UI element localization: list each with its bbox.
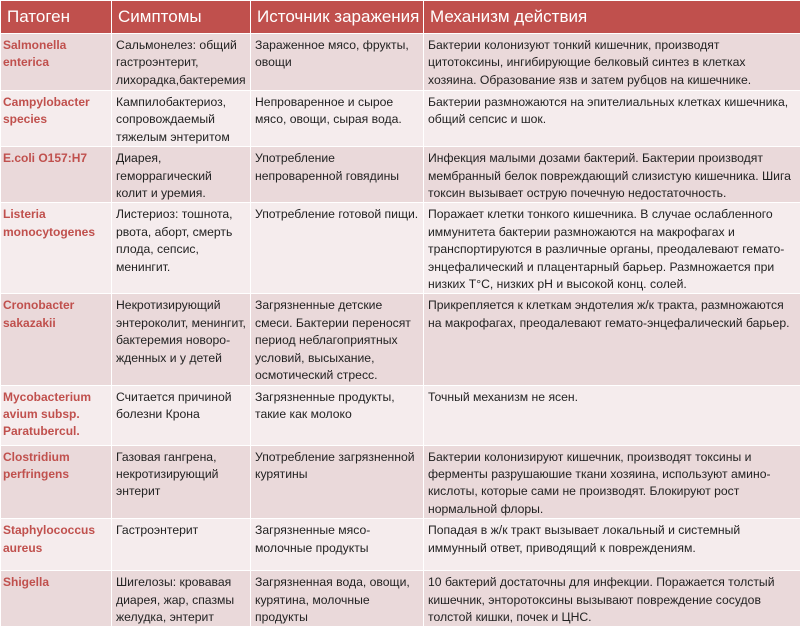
- table-row: [1, 519, 800, 571]
- pathogen-cell: E.coli O157:H7: [1, 147, 112, 203]
- pathogen-cell: Campylobacter species: [1, 91, 112, 147]
- mechanism-cell: Прикрепляется к клеткам эндотелия ж/к тракта, размножаются на макрофагах, преодалевают гемато-энцефалический барьер.: [424, 294, 800, 385]
- symptoms-cell: Сальмонелез: общий гастроэнтерит, лихорадка,бактеремия: [112, 34, 251, 91]
- header-symptoms: Симптомы: [112, 1, 251, 34]
- pathogen-cell: Salmonella enterica: [1, 34, 112, 91]
- mechanism-cell: Бактерии колонизируют кишечник, производят токсины и ферменты разрушаюшие ткани хозяина, используют амино-кислоты, которые сами не производят. Блокируют рост нормальной флоры.: [424, 445, 800, 519]
- symptoms-cell: Гастроэнтерит: [112, 519, 251, 571]
- symptoms-cell: Некротизирующий энтероколит, менингит, бактеремия новоро-жденных и у детей: [112, 294, 251, 385]
- source-cell: Загрязненная вода, овощи, курятина, молочные продукты: [251, 571, 424, 627]
- header-source: Источник заражения: [251, 1, 424, 34]
- source-cell: Употребление загрязненной курятины: [251, 445, 424, 519]
- source-cell: Употребление готовой пищи.: [251, 203, 424, 294]
- mechanism-cell: Бактерии размножаются на эпителиальных клетках кишечника, общий сепсис и шок.: [424, 91, 800, 147]
- header-pathogen: Патоген: [1, 1, 112, 34]
- table-row: [1, 147, 800, 203]
- source-cell: Загрязненные мясо-молочные продукты: [251, 519, 424, 571]
- mechanism-cell: Попадая в ж/к тракт вызывает локальный и системный иммунный ответ, приводящий к повреждениям.: [424, 519, 800, 571]
- mechanism-cell: 10 бактерий достаточны для инфекции. Поражается толстый кишечник, энторотоксины вызывают повреждение сосудов толстой кишки, почек и ЦНС.: [424, 571, 800, 627]
- source-cell: Непроваренное и сырое мясо, овощи, сырая вода.: [251, 91, 424, 147]
- header-row: [1, 1, 800, 34]
- table-row: [1, 91, 800, 147]
- source-cell: Загрязненные детские смеси. Бактерии переносят период неблагоприятных условий, высыхание, осмотический стресс.: [251, 294, 424, 385]
- pathogen-cell: Cronobacter sakazakii: [1, 294, 112, 385]
- source-cell: Зараженное мясо, фрукты, овощи: [251, 34, 424, 91]
- mechanism-cell: Точный механизм не ясен.: [424, 385, 800, 445]
- source-cell: Употребление непроваренной говядины: [251, 147, 424, 203]
- pathogen-cell: Clostridium perfringens: [1, 445, 112, 519]
- mechanism-cell: Поражает клетки тонкого кишечника. В случае ослабленного иммунитета бактерии размножаются на макрофагах и транспортируются в различные органы, преодалевают гемато-энцефалический и плацентарный барьер. Размножается при низких T°C, низких pH и высокой конц. солей.: [424, 203, 800, 294]
- table-row: [1, 571, 800, 627]
- symptoms-cell: Листериоз: тошнота, рвота, аборт, смерть плода, сепсис, менингит.: [112, 203, 251, 294]
- symptoms-cell: Шигелозы: кровавая диарея, жар, спазмы желудка, энтерит: [112, 571, 251, 627]
- pathogen-cell: Staphylococcus aureus: [1, 519, 112, 571]
- symptoms-cell: Считается причиной болезни Крона: [112, 385, 251, 445]
- table-row: [1, 294, 800, 385]
- pathogen-cell: Shigella: [1, 571, 112, 627]
- mechanism-cell: Инфекция малыми дозами бактерий. Бактерии производят мембранный белок повреждающий слизистую кишечника. Шига токсин вызывает острую почечную недостаточность.: [424, 147, 800, 203]
- source-cell: Загрязненные продукты, такие как молоко: [251, 385, 424, 445]
- pathogen-cell: Mycobacterium avium subsp. Paratubercul.: [1, 385, 112, 445]
- table-row: [1, 203, 800, 294]
- symptoms-cell: Газовая гангрена, некротизирующий энтерит: [112, 445, 251, 519]
- pathogen-cell: Listeria monocytogenes: [1, 203, 112, 294]
- table-row: [1, 34, 800, 91]
- header-mechanism: Механизм действия: [424, 1, 800, 34]
- symptoms-cell: Кампилобактериоз, сопровождаемый тяжелым энтеритом: [112, 91, 251, 147]
- symptoms-cell: Диарея, геморрагический колит и уремия.: [112, 147, 251, 203]
- table-row: [1, 385, 800, 445]
- table-row: [1, 445, 800, 519]
- mechanism-cell: Бактерии колонизуют тонкий кишечник, производят цитотоксины, ингибирующие белковый синтез в клетках хозяина. Образование язв и затем рубцов на кишечнике.: [424, 34, 800, 91]
